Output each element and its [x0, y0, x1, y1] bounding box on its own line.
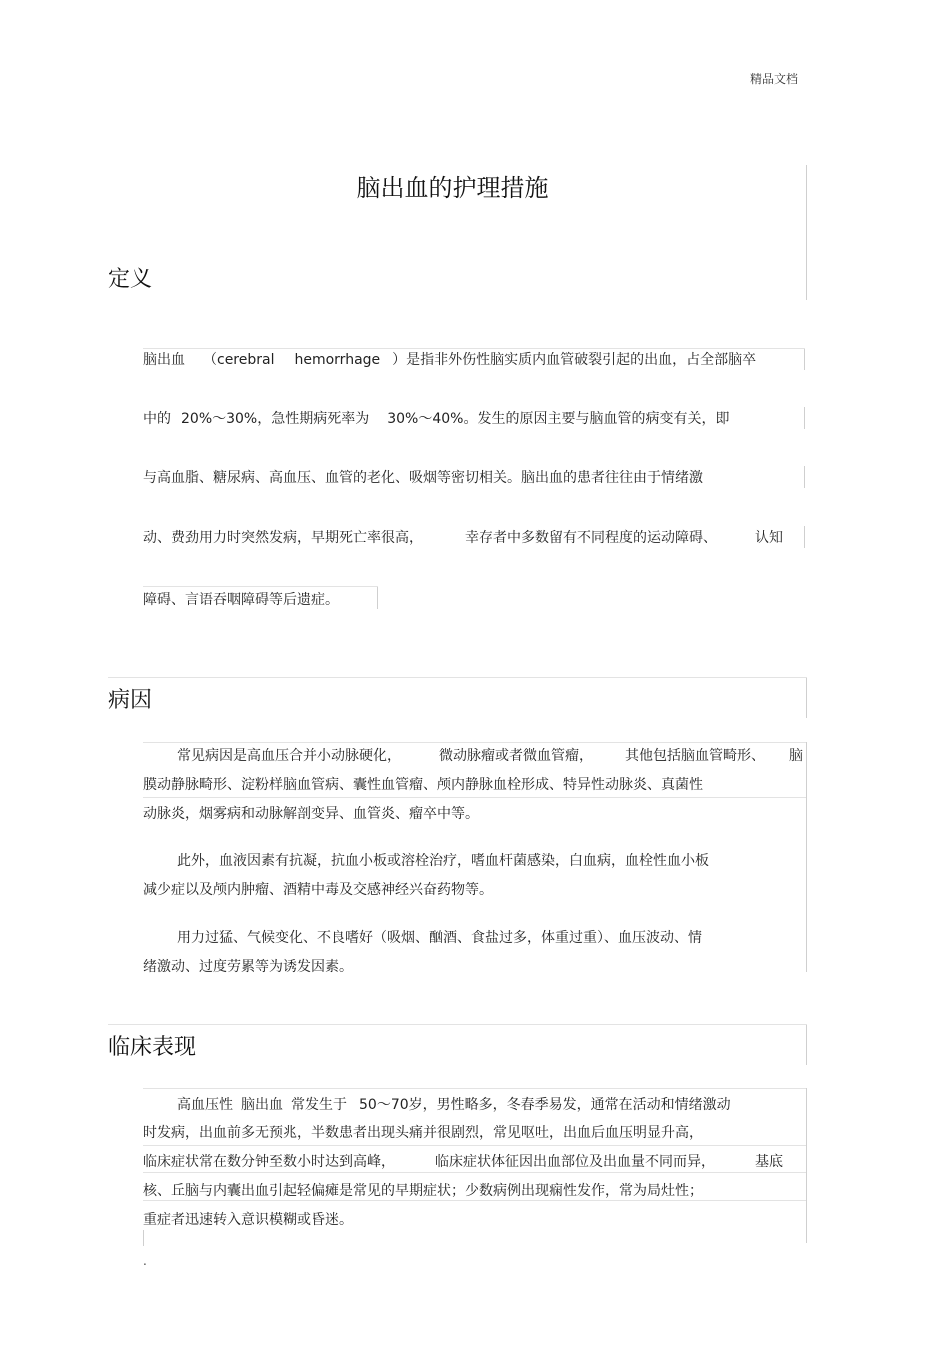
clinical-line: 高血压性 脑出血 常发生于 50～70岁，男性略多，冬春季易发，通常在活动和情绪激动: [177, 1097, 731, 1113]
column-rule: [377, 587, 378, 609]
column-rule: [804, 466, 805, 488]
row-rule: [143, 1145, 806, 1146]
column-rule: [804, 407, 805, 429]
row-rule: [108, 677, 807, 678]
column-rule: [806, 678, 807, 718]
section-heading-etiology: 病因: [108, 688, 153, 713]
column-rule: [804, 526, 805, 548]
section-heading-definition: 定义: [108, 267, 153, 292]
clinical-line: 重症者迅速转入意识模糊或昏迷。: [143, 1212, 353, 1228]
clinical-line: 临床症状常在数分钟至数小时达到高峰， 临床症状体征因出血部位及出血量不同而异， 基底: [143, 1154, 783, 1170]
column-rule: [143, 1230, 144, 1246]
etiology-line: 常见病因是高血压合并小动脉硬化， 微动脉瘤或者微血管瘤， 其他包括脑血管畸形、 脑: [177, 748, 803, 764]
definition-line: 动、费劲用力时突然发病，早期死亡率很高， 幸存者中多数留有不同程度的运动障碍、 认知: [143, 530, 783, 546]
etiology-line: 此外，血液因素有抗凝，抗血小板或溶栓治疗，嗜血杆菌感染，白血病，血栓性血小板: [177, 853, 709, 869]
row-rule: [143, 586, 378, 587]
row-rule: [143, 1200, 806, 1201]
row-rule: [108, 1024, 807, 1025]
column-rule: [806, 1088, 807, 1243]
definition-line: 障碍、言语吞咽障碍等后遗症。: [143, 592, 339, 608]
row-rule: [143, 742, 806, 743]
row-rule: [143, 797, 806, 798]
clinical-line: 时发病，出血前多无预兆，半数患者出现头痛并很剧烈，常见呕吐，出血后血压明显升高，: [143, 1125, 703, 1141]
etiology-line: 动脉炎，烟雾病和动脉解剖变异、血管炎、瘤卒中等。: [143, 806, 479, 822]
row-rule: [143, 1172, 806, 1173]
etiology-line: 绪激动、过度劳累等为诱发因素。: [143, 959, 353, 975]
column-rule: [806, 1025, 807, 1065]
page-title: 脑出血的护理措施: [356, 174, 549, 202]
etiology-line: 减少症以及颅内肿瘤、酒精中毒及交感神经兴奋药物等。: [143, 882, 493, 898]
column-rule: [806, 165, 807, 300]
column-rule: [806, 742, 807, 972]
etiology-line: 用力过猛、气候变化、不良嗜好（吸烟、酗酒、食盐过多，体重过重）、血压波动、情: [177, 930, 702, 946]
clinical-line: 核、丘脑与内囊出血引起轻偏瘫是常见的早期症状；少数病例出现痫性发作，常为局灶性；: [143, 1183, 703, 1199]
definition-line: 与高血脂、糖尿病、高血压、血管的老化、吸烟等密切相关。脑出血的患者往往由于情绪激: [143, 470, 703, 486]
column-rule: [804, 348, 805, 370]
row-rule: [143, 1088, 806, 1089]
footer-dot: .: [143, 1254, 147, 1268]
etiology-line: 膜动静脉畸形、淀粉样脑血管病、囊性血管瘤、颅内静脉血栓形成、特异性动脉炎、真菌性: [143, 777, 703, 793]
definition-line: 中的 20%～30%，急性期病死率为 30%～40%。发生的原因主要与脑血管的病变有关，即: [143, 411, 730, 427]
header-mark: 精品文档: [750, 72, 799, 86]
section-heading-clinical: 临床表现: [108, 1035, 197, 1060]
definition-line: 脑出血 （cerebral hemorrhage ）是指非外伤性脑实质内血管破裂引起的出血，占全部脑卒: [143, 352, 757, 368]
